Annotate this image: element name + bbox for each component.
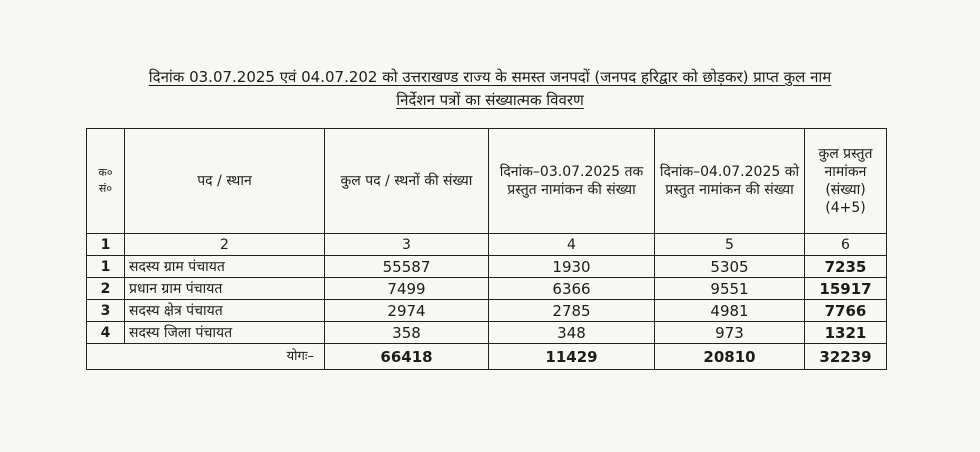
column-number: 1	[87, 234, 125, 256]
row-serial: 4	[87, 322, 125, 344]
nomination-table	[86, 128, 887, 370]
header-row	[87, 129, 887, 234]
row-post: सदस्य ग्राम पंचायत	[125, 256, 325, 278]
row-serial: 1	[87, 256, 125, 278]
row-total-posts: 7499	[325, 278, 489, 300]
column-number: 5	[655, 234, 805, 256]
row-total-posts: 358	[325, 322, 489, 344]
row-on-0407: 5305	[655, 256, 805, 278]
row-serial: 2	[87, 278, 125, 300]
document-title	[60, 66, 920, 112]
header-on-0407: दिनांक–04.07.2025 को प्रस्तुत नामांकन की संख्या	[655, 129, 805, 234]
header-total-nominations: कुल प्रस्तुत नामांकन (संख्या) (4+5)	[805, 129, 887, 234]
row-on-0407: 973	[655, 322, 805, 344]
row-total-posts: 55587	[325, 256, 489, 278]
column-number: 3	[325, 234, 489, 256]
column-number: 4	[489, 234, 655, 256]
totals-on-0407: 20810	[655, 344, 805, 370]
row-total: 7766	[805, 300, 887, 322]
row-till-0307: 348	[489, 322, 655, 344]
row-total-posts: 2974	[325, 300, 489, 322]
row-total: 1321	[805, 322, 887, 344]
row-on-0407: 4981	[655, 300, 805, 322]
row-till-0307: 2785	[489, 300, 655, 322]
row-post: सदस्य जिला पंचायत	[125, 322, 325, 344]
row-total: 15917	[805, 278, 887, 300]
totals-total-posts: 66418	[325, 344, 489, 370]
column-number: 6	[805, 234, 887, 256]
header-total-posts: कुल पद / स्थनों की संख्या	[325, 129, 489, 234]
header-till-0307: दिनांक–03.07.2025 तक प्रस्तुत नामांकन की संख्या	[489, 129, 655, 234]
totals-label: योगः–	[87, 344, 325, 370]
title-line-2: निर्देशन पत्रों का संख्यात्मक विवरण	[396, 91, 584, 109]
header-serial: क० सं०	[87, 129, 125, 234]
row-post: सदस्य क्षेत्र पंचायत	[125, 300, 325, 322]
table-row	[87, 278, 887, 300]
totals-row	[87, 344, 887, 370]
title-line-1: दिनांक 03.07.2025 एवं 04.07.202 को उत्तराखण्ड राज्य के समस्त जनपदों (जनपद हरिद्वार को छोड़कर) प्राप्त कुल नाम	[148, 68, 832, 86]
row-serial: 3	[87, 300, 125, 322]
row-till-0307: 6366	[489, 278, 655, 300]
row-post: प्रधान ग्राम पंचायत	[125, 278, 325, 300]
table-row	[87, 300, 887, 322]
column-number: 2	[125, 234, 325, 256]
header-post: पद / स्थान	[125, 129, 325, 234]
row-till-0307: 1930	[489, 256, 655, 278]
row-total: 7235	[805, 256, 887, 278]
totals-till-0307: 11429	[489, 344, 655, 370]
table-row	[87, 256, 887, 278]
totals-total: 32239	[805, 344, 887, 370]
table-row	[87, 322, 887, 344]
column-number-row	[87, 234, 887, 256]
row-on-0407: 9551	[655, 278, 805, 300]
